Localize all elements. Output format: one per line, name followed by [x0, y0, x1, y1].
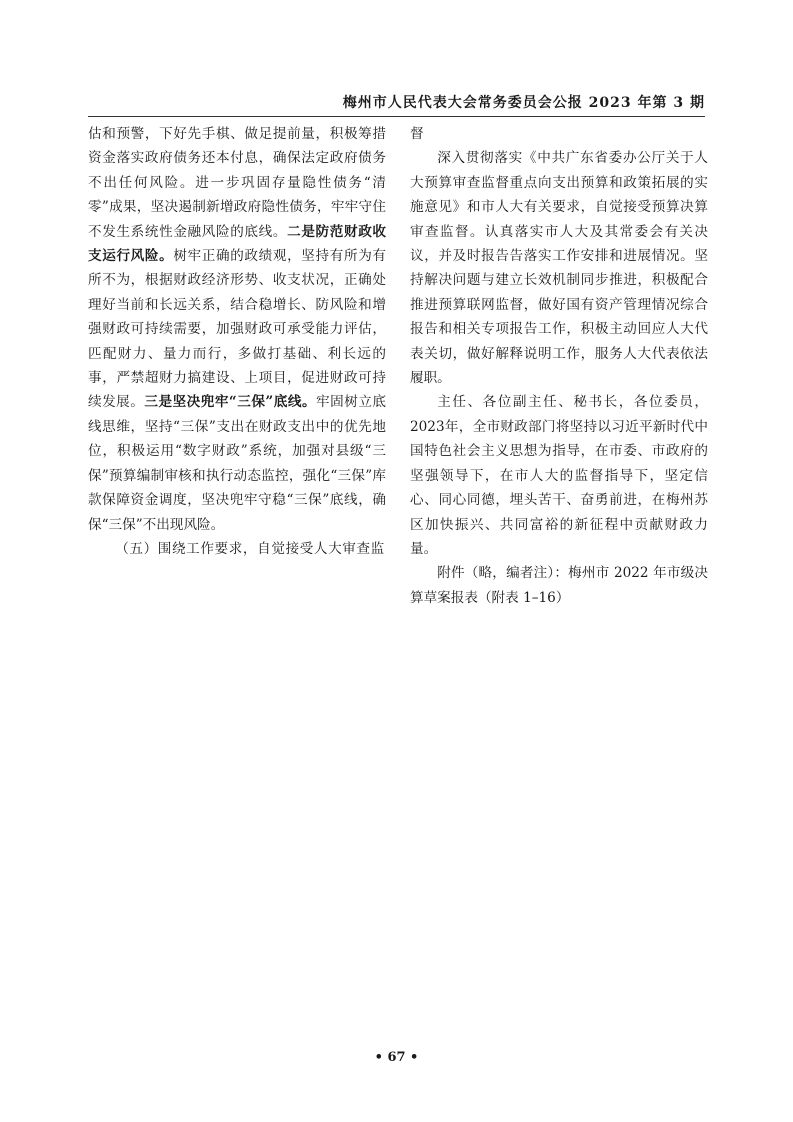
page-number: • 67 • — [374, 1050, 419, 1065]
paragraph-risk-prevention — [88, 122, 386, 537]
left-column — [88, 122, 386, 561]
heading-continuation: 督 — [410, 126, 424, 142]
right-column — [410, 122, 708, 610]
subheading-fiscal-risk: 二是防范财政收支运行风险。 — [88, 223, 387, 265]
paragraph-closing: 主任、各位副主任、秘书长，各位委员，2023年，全市财政部门将坚持以习近平新时代中国特色社会主义思想为指导，在市委、市政府的坚强领导下，在市人大的监督指导下，坚定信心、同心同德，埋头苦干、奋勇前进，在梅州苏区加快振兴、共同富裕的新征程中贡献财政力量。 — [410, 394, 708, 557]
header-rule — [88, 116, 705, 117]
section-heading-five: （五）围绕工作要求，自觉接受人大审查监 — [115, 540, 385, 557]
subheading-three-guarantees: 三是坚决兜牢“三保”底线。 — [144, 394, 317, 411]
paragraph-text: 估和预警，下好先手棋、做足提前量，积极筹措资金落实政府债务还本付息，确保法定政府债务不出任何风险。进一步巩固存量隐性债务“清零”成果，坚决遏制新增政府隐性债务，牢牢守住不发生系统性金融风险的底线。 — [88, 126, 386, 240]
paragraph-text: 树牢正确的政绩观，坚持有所为有所不为，根据财政经济形势、收支状况，正确处理好当前和长远关系，结合稳增长、防风险和增强财政可持续需要，加强财政可承受能力评估，匹配财力、量力而行，多做打基础、利长远的事，严禁超财力搞建设、上项目，促进财政可持续发展。 — [88, 248, 387, 411]
paragraph-supervision: 深入贯彻落实《中共广东省委办公厅关于人大预算审查监督重点向支出预算和政策拓展的实施意见》和市人大有关要求，自觉接受预算决算审查监督。认真落实市人大及其常委会有关决议，并及时报告告落实工作安排和进展情况。坚持解决问题与建立长效机制同步推进，积极配合推进预算联网监督，做好国有资产管理情况综合报告和相关专项报告工作，积极主动回应人大代表关切，做好解释说明工作，服务人大代表依法履职。 — [410, 150, 708, 387]
journal-title: 梅州市人民代表大会常务委员会公报 2023 年第 3 期 — [342, 95, 705, 111]
paragraph-text: 牢固树立底线思维，坚持“三保”支出在财政支出中的优先地位，积极运用“数字财政”系统，加强对县级“三保”预算编制审核和执行动态监控，强化“三保”库款保障资金调度，坚决兜牢守稳“三保”底线，确保“三保”不出现风险。 — [88, 394, 387, 533]
paragraph-attachment: 附件（略，编者注）：梅州市 2022 年市级决算草案报表（附表 1–16） — [410, 565, 708, 606]
page-header — [88, 92, 705, 118]
